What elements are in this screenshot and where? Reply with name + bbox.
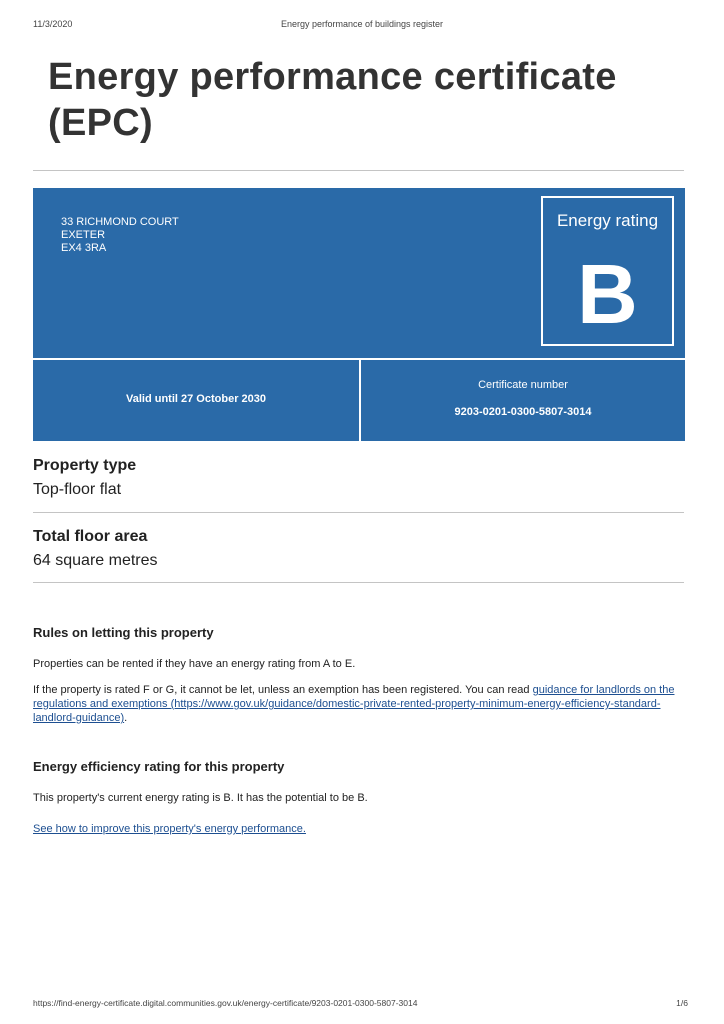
divider bbox=[33, 512, 684, 513]
energy-rating-label: Energy rating bbox=[556, 211, 659, 230]
divider bbox=[33, 170, 684, 171]
address-postcode: EX4 3RA bbox=[61, 242, 107, 254]
page-title-line-1: Energy performance certificate bbox=[48, 56, 617, 98]
address-line-1: 33 RICHMOND COURT bbox=[61, 216, 179, 228]
valid-until-text: Valid until 27 October 2030 bbox=[126, 393, 266, 405]
address-panel bbox=[33, 188, 685, 358]
address-line-2: EXETER bbox=[61, 229, 106, 241]
efficiency-paragraph: This property's current energy rating is B. It has the potential to be B. bbox=[33, 792, 368, 804]
certificate-panel bbox=[361, 360, 685, 441]
letting-rules-paragraph-2 bbox=[33, 683, 685, 725]
landlord-guidance-link[interactable]: guidance for landlords on the regulations and exemptions (https://www.gov.uk/guidance/domestic-private-rented-property-minimum-energy-efficiency-standard-landlord-guidance) bbox=[33, 684, 675, 724]
page-title bbox=[48, 54, 688, 146]
floor-area-value: 64 square metres bbox=[33, 552, 158, 569]
property-type-heading: Property type bbox=[33, 457, 137, 474]
property-type-value: Top-floor flat bbox=[33, 481, 122, 498]
letting-rules-text: If the property is rated F or G, it cannot be let, unless an exemption has been registered. You can read bbox=[33, 684, 533, 696]
energy-rating-box bbox=[541, 196, 674, 346]
validity-panel bbox=[33, 360, 359, 441]
efficiency-heading: Energy efficiency rating for this property bbox=[33, 759, 285, 774]
page-title-line-2: (EPC) bbox=[48, 102, 153, 144]
page-number: 1/6 bbox=[676, 998, 688, 1008]
certificate-number: 9203-0201-0300-5807-3014 bbox=[454, 406, 592, 418]
efficiency-link-row bbox=[33, 822, 685, 836]
letting-rules-paragraph-1: Properties can be rented if they have an energy rating from A to E. bbox=[33, 658, 356, 670]
property-address bbox=[61, 216, 179, 255]
footer-url: https://find-energy-certificate.digital.communities.gov.uk/energy-certificate/9203-0201-0300-5807-3014 bbox=[33, 998, 418, 1008]
divider bbox=[33, 582, 684, 583]
epc-summary-box bbox=[33, 188, 685, 441]
letting-rules-period: . bbox=[124, 712, 128, 724]
improve-performance-link[interactable]: See how to improve this property's energy performance. bbox=[33, 823, 306, 835]
print-header-title: Energy performance of buildings register bbox=[280, 19, 444, 29]
energy-rating-letter: B bbox=[577, 247, 638, 341]
certificate-number-label: Certificate number bbox=[478, 379, 568, 391]
letting-rules-heading: Rules on letting this property bbox=[33, 625, 214, 640]
floor-area-heading: Total floor area bbox=[33, 528, 148, 545]
print-date: 11/3/2020 bbox=[33, 19, 73, 29]
